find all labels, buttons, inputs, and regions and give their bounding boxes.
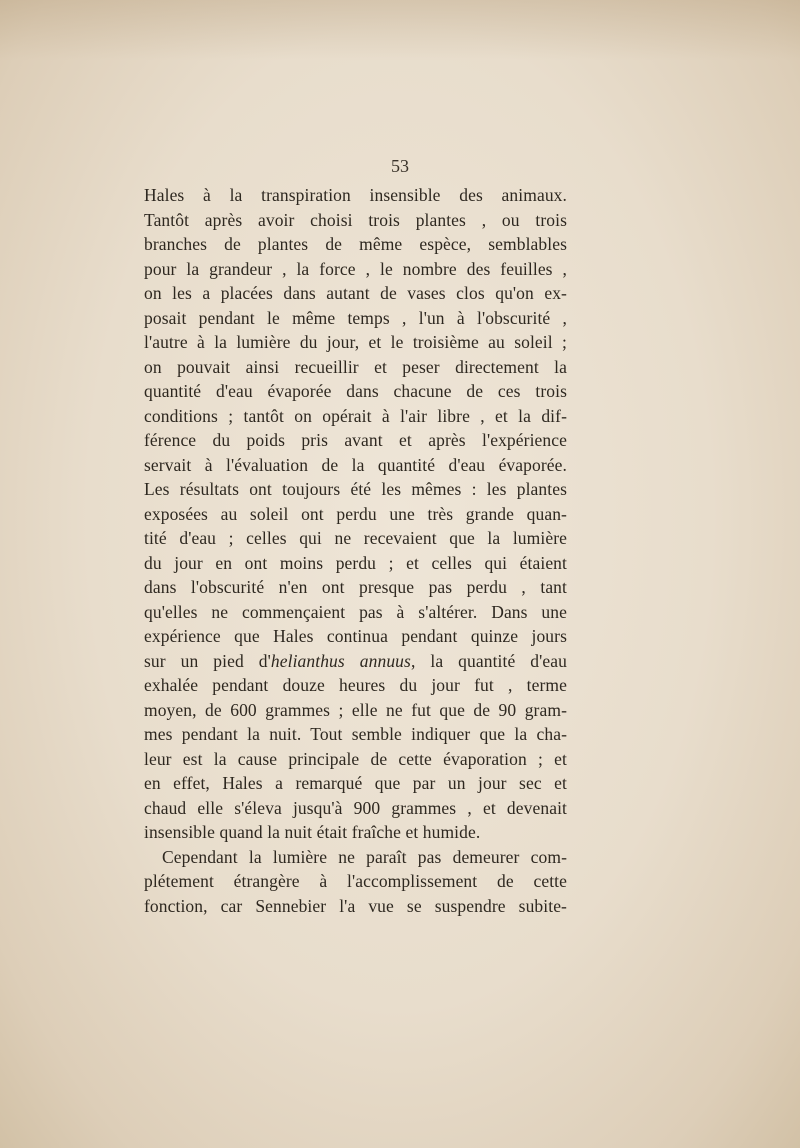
text-line: branches de plantes de même espèce, semblables xyxy=(144,234,567,254)
text-line: plétement étrangère à l'accomplissement de cette xyxy=(144,871,567,891)
text-line: férence du poids pris avant et après l'expérience xyxy=(144,430,567,450)
text-line: on les a placées dans autant de vases clos qu'on ex- xyxy=(144,283,567,303)
text-line: expérience que Hales continua pendant quinze jours xyxy=(144,626,567,646)
text-line: tité d'eau ; celles qui ne recevaient que la lumière xyxy=(144,528,567,548)
text-line: exhalée pendant douze heures du jour fut , terme xyxy=(144,675,567,695)
text-line: conditions ; tantôt on opérait à l'air libre , et la dif- xyxy=(144,405,567,426)
text-line: qu'elles ne commençaient pas à s'altérer. Dans une xyxy=(144,601,567,622)
page-edge-shading xyxy=(0,0,800,60)
text-line: on pouvait ainsi recueillir et peser directement la xyxy=(144,356,567,377)
text-line: Tantôt après avoir choisi trois plantes , ou trois xyxy=(144,209,567,230)
text-line: fonction, car Sennebier l'a vue se suspendre subite- xyxy=(144,895,567,916)
text-line: l'autre à la lumière du jour, et le troisième au soleil ; xyxy=(144,332,567,352)
text-line: dans l'obscurité n'en ont presque pas perdu , tant xyxy=(144,577,567,597)
italic-species-name: helianthus annuus xyxy=(270,650,411,671)
text-line: exposées au soleil ont perdu une très grande quan- xyxy=(144,503,567,524)
text-line: mes pendant la nuit. Tout semble indiquer que la cha- xyxy=(144,724,567,744)
text-line: servait à l'évaluation de la quantité d'eau évaporée. xyxy=(144,454,567,475)
text-line: moyen, de 600 grammes ; elle ne fut que de 90 gram- xyxy=(144,699,567,720)
text-line: chaud elle s'éleva jusqu'à 900 grammes , et devenait xyxy=(144,797,567,818)
text-line: Hales à la transpiration insensible des animaux. xyxy=(144,185,567,205)
body-text xyxy=(144,183,567,918)
text-line: du jour en ont moins perdu ; et celles qui étaient xyxy=(144,552,567,573)
text-line: posait pendant le même temps , l'un à l'obscurité , xyxy=(144,307,567,328)
text-line-with-italic xyxy=(144,649,567,674)
page-number: 53 xyxy=(391,156,409,176)
text-line: pour la grandeur , la force , le nombre des feuilles , xyxy=(144,258,567,279)
text-line: quantité d'eau évaporée dans chacune de ces trois xyxy=(144,381,567,401)
text-line: en effet, Hales a remarqué que par un jour sec et xyxy=(144,773,567,793)
text-segment: , la quantité d'eau xyxy=(410,650,567,671)
paragraph-start-line: Cependant la lumière ne paraît pas demeurer com- xyxy=(162,846,567,867)
text-segment: sur un pied d' xyxy=(144,650,271,671)
text-line: leur est la cause principale de cette évaporation ; et xyxy=(144,748,567,769)
text-line: Les résultats ont toujours été les mêmes : les plantes xyxy=(144,479,567,499)
paragraph-end-line: insensible quand la nuit était fraîche et humide. xyxy=(144,822,481,842)
